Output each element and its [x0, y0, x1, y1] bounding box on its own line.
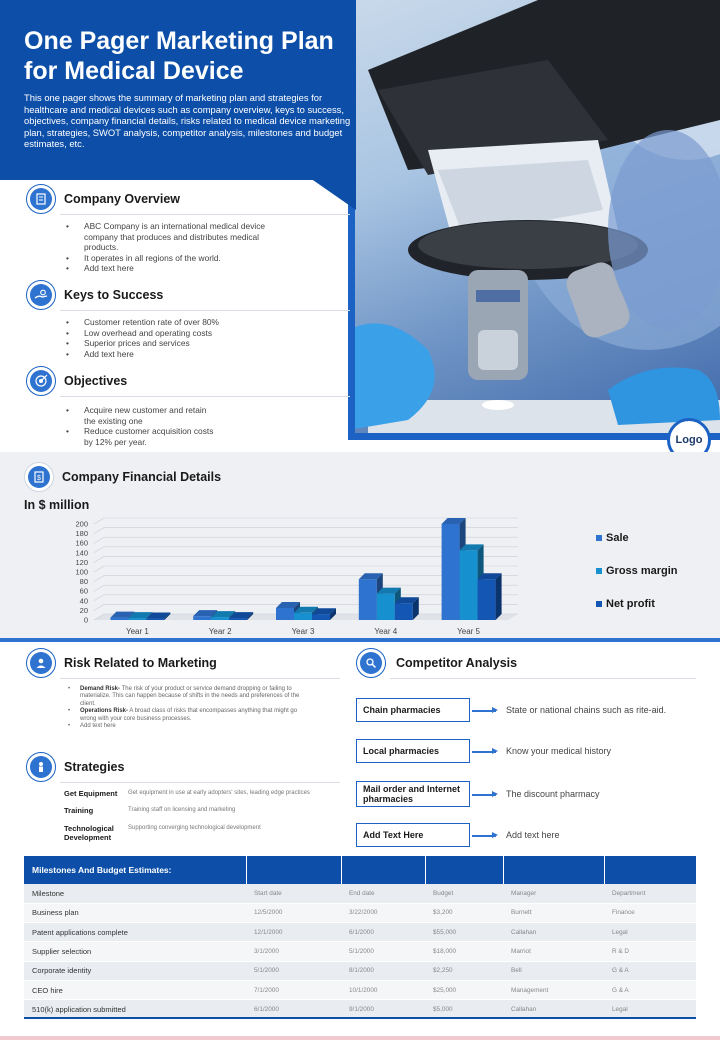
table-header-cell: [604, 856, 696, 884]
photo-frame: [348, 0, 720, 440]
y-tick-label: 140: [75, 548, 88, 558]
gridline: [94, 576, 104, 582]
table-cell: 6/1/2000: [341, 923, 425, 942]
table-row: [24, 942, 696, 961]
gridline: [94, 556, 104, 562]
table-cell: Callahan: [503, 923, 604, 942]
legend-label: Net profit: [606, 598, 655, 610]
risk-title: Risk Related to Marketing: [64, 656, 217, 670]
chart-unit-label: In $ million: [24, 498, 90, 512]
objectives-title: Objectives: [64, 374, 128, 388]
arrow-icon: [472, 835, 496, 837]
x-tick-label: Year 4: [374, 627, 398, 636]
column-header: Manager: [503, 884, 604, 903]
list-item: [66, 686, 306, 708]
gridline: [94, 585, 104, 591]
keys-to-success-list: [64, 317, 294, 359]
table-cell: CEO hire: [24, 980, 246, 999]
table-cell: Management: [503, 980, 604, 999]
keys-to-success-title: Keys to Success: [64, 288, 164, 302]
gridline: [94, 518, 104, 524]
table-cell: Legal: [604, 923, 696, 942]
gridline: [94, 566, 104, 572]
competitor-box: Chain pharmacies: [356, 698, 470, 722]
list-item: • Customer retention rate of over 80%: [64, 317, 294, 328]
competitor-text: The discount pharmacy: [506, 789, 600, 799]
x-tick-label: Year 2: [208, 627, 232, 636]
table-cell: $25,000: [425, 980, 503, 999]
divider: [60, 310, 350, 311]
y-tick-label: 60: [79, 586, 88, 596]
company-overview-header: [26, 184, 180, 214]
target-icon: [26, 366, 56, 396]
strategies-title: Strategies: [64, 760, 125, 774]
table-cell: 6/1/2000: [246, 1000, 341, 1019]
divider: [390, 678, 696, 679]
list-item: • Add text here: [64, 263, 294, 274]
legend-item-gross-margin: [596, 565, 678, 577]
table-cell: Finance: [604, 903, 696, 922]
table-cell: $2,250: [425, 961, 503, 980]
table-header-cell: [503, 856, 604, 884]
table-row: [24, 923, 696, 942]
strategy-value: Training staff on licensing and marketing: [128, 807, 236, 813]
y-tick-label: 200: [75, 519, 88, 529]
table-cell: R & D: [604, 942, 696, 961]
strategy-value: Supporting converging technological development: [128, 825, 261, 831]
financial-header: [24, 462, 221, 492]
search-icon: [356, 648, 386, 678]
table-cell: 12/5/2000: [246, 903, 341, 922]
column-header: Budget: [425, 884, 503, 903]
strategy-row: [64, 824, 261, 842]
arrow-icon: [472, 710, 496, 712]
table-cell: Supplier selection: [24, 942, 246, 961]
divider: [60, 214, 350, 215]
y-tick-label: 40: [79, 596, 88, 606]
y-tick-label: 180: [75, 529, 88, 539]
x-tick-label: Year 5: [457, 627, 481, 636]
risk-item-label: Demand Risk-: [80, 686, 121, 692]
strategy-row: [64, 789, 310, 798]
table-cell: Burnett: [503, 903, 604, 922]
y-tick-label: 80: [79, 577, 88, 587]
divider: [60, 782, 340, 783]
y-tick-label: 0: [83, 615, 88, 625]
competitor-header: [356, 648, 517, 678]
competitor-box: Add Text Here: [356, 823, 470, 847]
competitor-box: Mail order and Internet pharmacies: [356, 781, 470, 807]
milestones-table: [24, 856, 696, 1020]
document-icon: [26, 184, 56, 214]
table-header-cell: [341, 856, 425, 884]
competitor-text: State or national chains such as rite-aid.: [506, 705, 667, 715]
table-cell: $55,000: [425, 923, 503, 942]
title-panel: [0, 0, 356, 180]
table-header-row: [24, 856, 696, 884]
strategy-row: [64, 806, 235, 815]
logo: Logo: [667, 418, 711, 462]
risk-item-text: The risk of your product or service demand dropping or failing to materialize. This can happen because of shifts in the needs and preferences of the client.: [80, 686, 300, 707]
gridline: [94, 604, 104, 610]
list-item: • ABC Company is an international medical device company that produces and distributes medical products.: [64, 221, 294, 253]
list-item: • Acquire new customer and retain the existing one: [64, 405, 214, 426]
finance-doc-icon: [24, 462, 54, 492]
risk-item-text: A broad class of risks that encompasses anything that might go wrong with your core business processes.: [80, 708, 298, 722]
column-header: End date: [341, 884, 425, 903]
table-bottom-rule: [24, 1017, 696, 1019]
table-cell: Callahan: [503, 1000, 604, 1019]
company-overview-title: Company Overview: [64, 192, 181, 206]
table-row: [24, 903, 696, 922]
table-cell: G & A: [604, 980, 696, 999]
gridline: [94, 547, 104, 553]
table-row: [24, 961, 696, 980]
competitor-title: Competitor Analysis: [396, 656, 518, 670]
strategy-value: Get equipment in use at early adopters' sites, leading edge practices: [128, 790, 310, 796]
legend-swatch: [596, 535, 602, 541]
legend-swatch: [596, 568, 602, 574]
page-title: One Pager Marketing Plan for Medical Device: [24, 27, 334, 85]
competitor-text: Know your medical history: [506, 746, 612, 756]
table-row: [24, 980, 696, 999]
company-overview-list: [64, 221, 294, 274]
table-cell: 12/1/2000: [246, 923, 341, 942]
objectives-header: [26, 366, 127, 396]
list-item: • Superior prices and services: [64, 338, 294, 349]
table-cell: Business plan: [24, 903, 246, 922]
financial-bar-chart: [60, 512, 520, 642]
financial-title: Company Financial Details: [62, 470, 222, 484]
risk-item-text: Add text here: [80, 723, 116, 730]
y-tick-label: 100: [75, 567, 88, 577]
risk-list: [66, 686, 306, 730]
list-item: • Reduce customer acquisition costs by 12% per year.: [64, 426, 214, 447]
strategies-header: [26, 752, 124, 782]
table-cell: 5/1/2000: [246, 961, 341, 980]
legend-label: Sale: [606, 532, 629, 544]
bar-net-profit: [478, 573, 502, 620]
table-cell: Corporate identity: [24, 961, 246, 980]
y-tick-label: 20: [79, 605, 88, 615]
table-cell: 3/22/2000: [341, 903, 425, 922]
column-header: Department: [604, 884, 696, 903]
gridline: [94, 595, 104, 601]
strategy-key: Technological Development: [64, 824, 114, 842]
table-cell: $3,200: [425, 903, 503, 922]
x-tick-label: Year 3: [291, 627, 315, 636]
section-divider: [0, 638, 720, 642]
competitor-text: Add text here: [506, 830, 560, 840]
divider: [60, 678, 340, 679]
y-tick-label: 160: [75, 538, 88, 548]
table-cell: G & A: [604, 961, 696, 980]
arrow-icon: [472, 794, 496, 796]
divider: [60, 396, 350, 397]
objectives-list: [64, 405, 214, 447]
table-row: [24, 884, 696, 903]
gridline: [94, 537, 104, 543]
gridline: [94, 528, 104, 534]
page-description: This one pager shows the summary of marketing plan and strategies for healthcare and medical devices such as company overview, keys to success, objectives, company financial details, risks related to medical device marketing plan, strategies, SWOT analysis, competitor analysis, milestones and budget estimates, etc.: [24, 92, 351, 150]
table-header-cell: [425, 856, 503, 884]
column-header: Milestone: [24, 884, 246, 903]
y-tick-label: 120: [75, 557, 88, 567]
table-cell: Bell: [503, 961, 604, 980]
list-item: • Low overhead and operating costs: [64, 328, 294, 339]
table-cell: $5,000: [425, 1000, 503, 1019]
person-icon: [26, 752, 56, 782]
svg-text:$: $: [37, 475, 41, 482]
table-cell: 7/1/2000: [246, 980, 341, 999]
legend-label: Gross margin: [606, 565, 678, 577]
table-cell: 8/1/2000: [341, 961, 425, 980]
table-title: Milestones And Budget Estimates:: [24, 856, 246, 884]
table-cell: Patent applications complete: [24, 923, 246, 942]
legend-item-net-profit: [596, 598, 655, 610]
competitor-box: Local pharmacies: [356, 739, 470, 763]
table-cell: $18,000: [425, 942, 503, 961]
strategy-key: Training: [64, 806, 94, 815]
risk-header: [26, 648, 217, 678]
list-item: • Add text here: [64, 349, 294, 360]
x-tick-label: Year 1: [125, 627, 149, 636]
keys-to-success-header: [26, 280, 163, 310]
table-cell: Legal: [604, 1000, 696, 1019]
title-panel-fold: [310, 178, 356, 210]
strategy-key: Get Equipment: [64, 789, 118, 798]
table-header-cell: [246, 856, 341, 884]
list-item: • It operates in all regions of the world.: [64, 253, 294, 264]
table-cell: 510(k) application submitted: [24, 1000, 246, 1019]
page-bottom-strip: [0, 1036, 720, 1040]
bar-net-profit: [395, 597, 419, 620]
list-item: [66, 723, 306, 730]
legend-swatch: [596, 601, 602, 607]
list-item: [66, 708, 306, 723]
table-cell: Marriot: [503, 942, 604, 961]
arrow-icon: [472, 751, 496, 753]
risk-item-label: Operations Risk-: [80, 708, 129, 715]
table-cell: 5/1/2000: [341, 942, 425, 961]
table-cell: 3/1/2000: [246, 942, 341, 961]
table-cell: 9/1/2000: [341, 1000, 425, 1019]
hand-money-icon: [26, 280, 56, 310]
risk-icon: [26, 648, 56, 678]
table-cell: 10/1/2000: [341, 980, 425, 999]
column-header: Start date: [246, 884, 341, 903]
legend-item-sale: [596, 532, 629, 544]
